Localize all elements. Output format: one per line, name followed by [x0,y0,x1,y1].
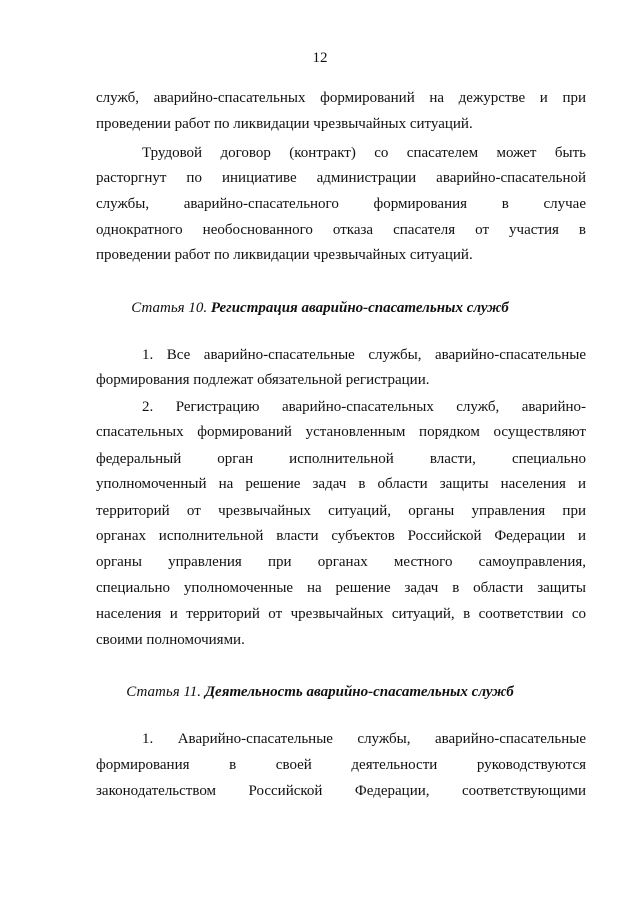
text-line: спасательных формирований установленным порядком осуществляют [96,424,586,440]
text-line: органы управления при органах местного самоуправления, [96,554,586,570]
article-heading [0,298,640,318]
text-line: проведении работ по ликвидации чрезвычайных ситуаций. [96,247,473,263]
article-title: Деятельность аварийно-спасательных служб [204,684,514,700]
article-heading [0,682,640,702]
text-line: федеральный орган исполнительной власти, специально [96,451,586,467]
text-line: 1. Аварийно-спасательные службы, аварийно-спасательные [142,731,586,747]
text-line: Трудовой договор (контракт) со спасателем может быть [142,145,586,161]
text-line: специально уполномоченные на решение задач в области защиты [96,580,586,596]
text-line: формирования в своей деятельности руководствуются [96,757,586,773]
article-number: Статья 11. [126,684,202,700]
text-line: органах исполнительной власти субъектов Российской Федерации и [96,528,586,544]
text-line: законодательством Российской Федерации, соответствующими [96,783,586,799]
text-line: уполномоченный на решение задач в области защиты населения и [96,476,586,492]
article-number: Статья 10. [131,300,208,316]
text-line: формирования подлежат обязательной регистрации. [96,372,430,388]
text-line: однократного необоснованного отказа спасателя от участия в [96,222,586,238]
text-line: 1. Все аварийно-спасательные службы, аварийно-спасательные [142,347,586,363]
text-line: службы, аварийно-спасательного формирования в случае [96,196,586,212]
text-line: 2. Регистрацию аварийно-спасательных служб, аварийно- [142,399,586,415]
text-line: населения и территорий от чрезвычайных ситуаций, в соответствии со [96,606,586,622]
text-line: служб, аварийно-спасательных формирований на дежурстве и при [96,90,586,106]
text-line: территорий от чрезвычайных ситуаций, органы управления при [96,503,586,519]
text-line: проведении работ по ликвидации чрезвычайных ситуаций. [96,116,473,132]
article-title: Регистрация аварийно-спасательных служб [210,300,509,316]
text-line: расторгнут по инициативе администрации аварийно-спасательной [96,170,586,186]
text-line: своими полномочиями. [96,632,245,648]
page-number: 12 [312,50,328,66]
